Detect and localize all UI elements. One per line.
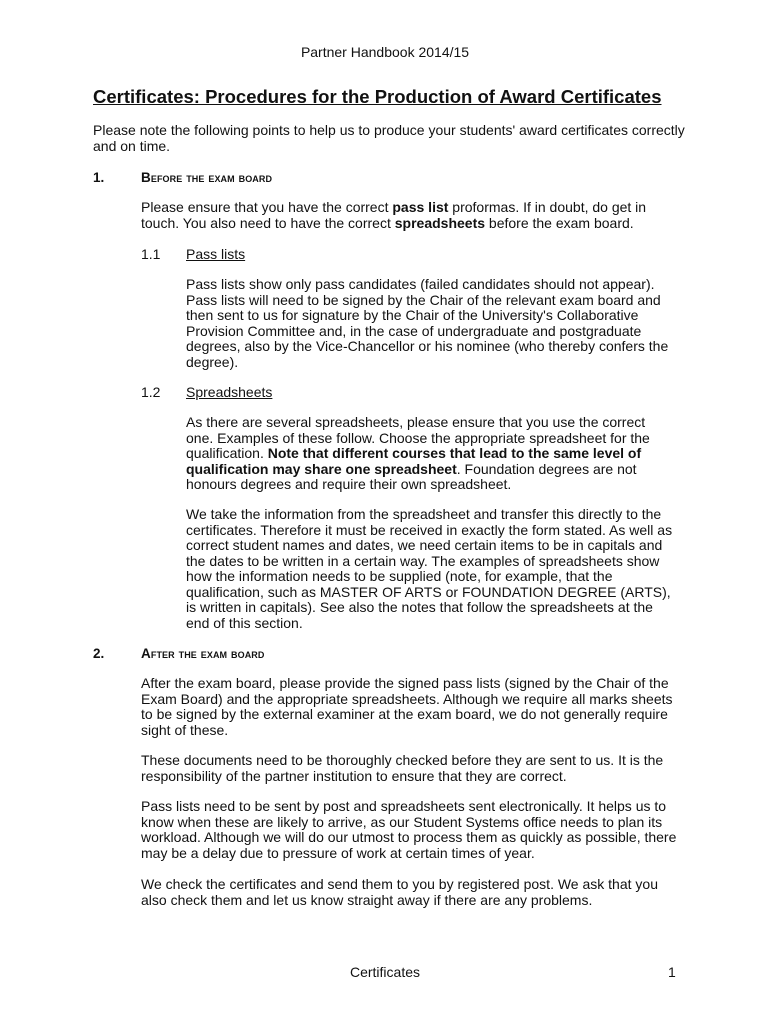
section-2-number: 2. xyxy=(93,646,105,661)
section-2-paragraph-2: These documents need to be thoroughly checked before they are sent to us. It is the responsibility of the partner institution to ensure that they are correct. xyxy=(141,752,664,784)
section-1-heading: Before the exam board xyxy=(141,170,273,185)
intro-paragraph: Please note the following points to help us to produce your students' award certificates correctly and on time. xyxy=(93,122,685,154)
page-number: 1 xyxy=(668,964,676,980)
footer-label: Certificates xyxy=(349,964,421,980)
pass-lists-paragraph: Pass lists show only pass candidates (failed candidates should not appear). Pass lists will need to be signed by the Chair of the relevant exam board and then sent to us for signature by the Chair of the University's Collaborative Provision Committee and, in the case of undergraduate and postgraduate degrees, also by the Vice-Chancellor or his nominee (who thereby confers the degree). xyxy=(186,276,669,370)
page-title: Certificates: Procedures for the Production of Award Certificates xyxy=(93,86,662,107)
page-header: Partner Handbook 2014/15 xyxy=(300,44,470,60)
subsection-1-2-heading: Spreadsheets xyxy=(186,384,273,400)
subsection-1-2-number: 1.2 xyxy=(141,384,161,400)
section-2-paragraph-1: After the exam board, please provide the signed pass lists (signed by the Chair of the Exam Board) and the appropriate spreadsheets. Although we require all marks sheets to be signed by the external examiner at the exam board, we do not generally require sight of these. xyxy=(141,675,673,738)
spreadsheets-paragraph-1: As there are several spreadsheets, please ensure that you use the correct one. Examples of these follow. Choose the appropriate spreadsheet for the qualification. Note that different courses that lead to the same level of qualification may share one spreadsheet. Foundation degrees are not honours degrees and require their own spreadsheet. xyxy=(186,414,650,492)
section-2-paragraph-3: Pass lists need to be sent by post and spreadsheets sent electronically. It helps us to know when these are likely to arrive, as our Student Systems office needs to plan its workload. Although we will do our utmost to process them as quickly as possible, there may be a delay due to pressure of work at certain times of year. xyxy=(141,798,677,861)
section-2-heading: After the exam board xyxy=(141,646,265,661)
spreadsheets-paragraph-2: We take the information from the spreadsheet and transfer this directly to the certificates. Therefore it must be received in exactly the form stated. As well as correct student names and dates, we need certain items to be in capitals and the dates to be written in a certain way. The examples of spreadsheets show how the information needs to be supplied (note, for example, that the qualification, such as MASTER OF ARTS or FOUNDATION DEGREE (ARTS), is written in capitals). See also the notes that follow the spreadsheets at the end of this section. xyxy=(186,506,673,631)
section-1-paragraph: Please ensure that you have the correct pass list proformas. If in doubt, do get in touch. You also need to have the correct spreadsheets before the exam board. xyxy=(141,199,647,231)
section-1-number: 1. xyxy=(93,170,105,185)
section-2-paragraph-4: We check the certificates and send them to you by registered post. We ask that you also check them and let us know straight away if there are any problems. xyxy=(141,876,658,908)
subsection-1-1-heading: Pass lists xyxy=(186,246,246,262)
subsection-1-1-number: 1.1 xyxy=(141,246,161,262)
